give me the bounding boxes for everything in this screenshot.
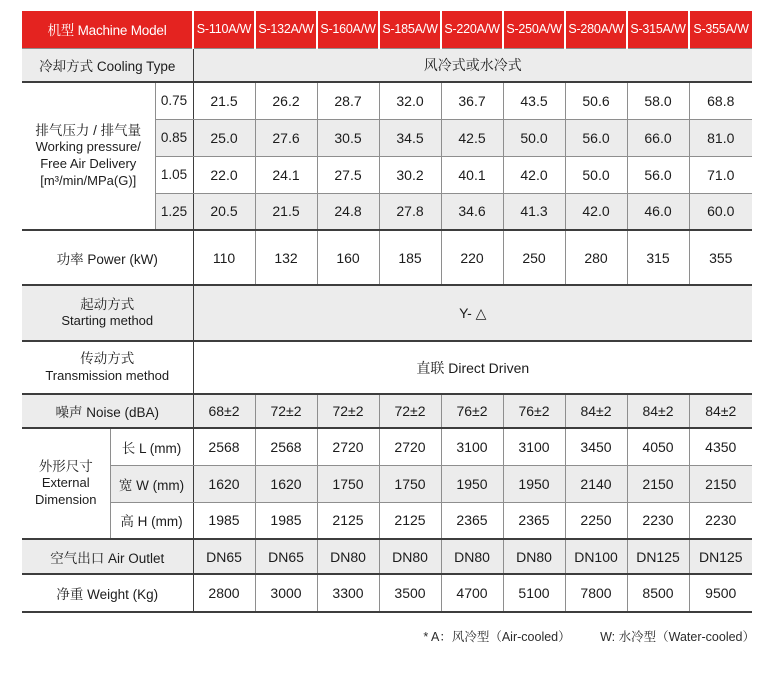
value-cell: 25.0 (193, 119, 255, 156)
transmission-method-label-zh: 传动方式 (80, 351, 135, 367)
value-cell: 9500 (689, 574, 752, 612)
weight-row (22, 574, 752, 612)
value-cell: 220 (441, 230, 503, 285)
value-cell: 36.7 (441, 82, 503, 119)
value-cell: 50.0 (565, 156, 627, 193)
value-cell: DN80 (441, 539, 503, 574)
footnote-air-cooled: * A：风冷型（Air-cooled） (423, 630, 571, 644)
header-model-cell: S-355A/W (689, 11, 752, 48)
power-row (22, 230, 752, 285)
value-cell: 5100 (503, 574, 565, 612)
value-cell: 1620 (255, 465, 317, 502)
pressure-row (22, 82, 752, 119)
header-model-cell: S-132A/W (255, 11, 317, 48)
value-cell: 2150 (627, 465, 689, 502)
value-cell: 50.6 (565, 82, 627, 119)
value-cell: 20.5 (193, 193, 255, 230)
value-cell: 3450 (565, 428, 627, 465)
pressure-label-en2: Free Air Delivery (40, 156, 137, 172)
value-cell: 28.7 (317, 82, 379, 119)
transmission-method-value: 直联 Direct Driven (193, 341, 752, 394)
value-cell: 46.0 (627, 193, 689, 230)
pressure-sub-label: 1.25 (155, 193, 193, 230)
pressure-label-zh: 排气压力 / 排气量 (35, 122, 142, 138)
value-cell: 1985 (255, 502, 317, 539)
value-cell: 60.0 (689, 193, 752, 230)
cooling-label: 冷却方式 Cooling Type (22, 48, 193, 82)
value-cell: DN65 (255, 539, 317, 574)
value-cell: 2125 (379, 502, 441, 539)
dimension-row (22, 465, 752, 502)
value-cell: 185 (379, 230, 441, 285)
value-cell: 2250 (565, 502, 627, 539)
value-cell: 84±2 (565, 394, 627, 428)
value-cell: 58.0 (627, 82, 689, 119)
value-cell: DN80 (503, 539, 565, 574)
value-cell: 21.5 (255, 193, 317, 230)
value-cell: 71.0 (689, 156, 752, 193)
value-cell: 40.1 (441, 156, 503, 193)
pressure-sub-label: 0.75 (155, 82, 193, 119)
value-cell: 4350 (689, 428, 752, 465)
dimension-sub-label: 长 L (mm) (110, 428, 193, 465)
value-cell: 72±2 (379, 394, 441, 428)
value-cell: 2125 (317, 502, 379, 539)
value-cell: 26.2 (255, 82, 317, 119)
value-cell: 1620 (193, 465, 255, 502)
header-model-cell: S-280A/W (565, 11, 627, 48)
value-cell: 110 (193, 230, 255, 285)
header-model-cell: S-185A/W (379, 11, 441, 48)
dimension-label-en2: Dimension (35, 492, 97, 508)
value-cell: 2568 (193, 428, 255, 465)
value-cell: 41.3 (503, 193, 565, 230)
value-cell: 32.0 (379, 82, 441, 119)
header-model-cell: S-250A/W (503, 11, 565, 48)
value-cell: 355 (689, 230, 752, 285)
dimension-row (22, 502, 752, 539)
value-cell: 2150 (689, 465, 752, 502)
value-cell: 24.1 (255, 156, 317, 193)
value-cell: 3100 (503, 428, 565, 465)
starting-method-row (22, 285, 752, 341)
value-cell: 42.0 (565, 193, 627, 230)
value-cell: DN100 (565, 539, 627, 574)
value-cell: 1750 (317, 465, 379, 502)
pressure-label-en1: Working pressure/ (35, 139, 141, 155)
value-cell: DN65 (193, 539, 255, 574)
value-cell: 2230 (689, 502, 752, 539)
pressure-label-unit: [m³/min/MPa(G)] (40, 173, 137, 189)
value-cell: 280 (565, 230, 627, 285)
footnote-water-cooled: W: 水冷型（Water-cooled） (600, 630, 755, 644)
value-cell: 3500 (379, 574, 441, 612)
value-cell: 42.5 (441, 119, 503, 156)
value-cell: 8500 (627, 574, 689, 612)
noise-row (22, 394, 752, 428)
value-cell: 34.6 (441, 193, 503, 230)
dimension-sub-label: 宽 W (mm) (110, 465, 193, 502)
value-cell: 27.8 (379, 193, 441, 230)
value-cell: 24.8 (317, 193, 379, 230)
value-cell: DN80 (317, 539, 379, 574)
air-outlet-label: 空气出口 Air Outlet (22, 539, 193, 574)
value-cell: 250 (503, 230, 565, 285)
transmission-method-label-en: Transmission method (45, 367, 170, 383)
transmission-method-label (22, 341, 193, 394)
starting-method-label-en: Starting method (61, 313, 154, 329)
value-cell: 43.5 (503, 82, 565, 119)
dimension-row (22, 428, 752, 465)
header-model-cell: S-160A/W (317, 11, 379, 48)
pressure-sub-label: 1.05 (155, 156, 193, 193)
header-machine-model-label: 机型 Machine Model (22, 11, 193, 48)
noise-label: 噪声 Noise (dBA) (22, 394, 193, 428)
value-cell: 84±2 (689, 394, 752, 428)
value-cell: 2230 (627, 502, 689, 539)
value-cell: 22.0 (193, 156, 255, 193)
value-cell: 27.5 (317, 156, 379, 193)
power-label: 功率 Power (kW) (22, 230, 193, 285)
value-cell: 2720 (379, 428, 441, 465)
header-model-cell: S-220A/W (441, 11, 503, 48)
value-cell: 2365 (503, 502, 565, 539)
value-cell: 76±2 (503, 394, 565, 428)
header-model-cell: S-110A/W (193, 11, 255, 48)
value-cell: 2800 (193, 574, 255, 612)
value-cell: 66.0 (627, 119, 689, 156)
value-cell: 56.0 (627, 156, 689, 193)
value-cell: 2568 (255, 428, 317, 465)
value-cell: 21.5 (193, 82, 255, 119)
cooling-row (22, 48, 752, 82)
value-cell: 72±2 (255, 394, 317, 428)
value-cell: 27.6 (255, 119, 317, 156)
value-cell: 30.2 (379, 156, 441, 193)
pressure-sub-label: 0.85 (155, 119, 193, 156)
value-cell: DN125 (627, 539, 689, 574)
value-cell: 2140 (565, 465, 627, 502)
value-cell: 4050 (627, 428, 689, 465)
value-cell: 3300 (317, 574, 379, 612)
value-cell: 30.5 (317, 119, 379, 156)
value-cell: 68±2 (193, 394, 255, 428)
value-cell: 1950 (441, 465, 503, 502)
dimension-sub-label: 高 H (mm) (110, 502, 193, 539)
dimension-label (22, 428, 110, 539)
value-cell: 76±2 (441, 394, 503, 428)
weight-label: 净重 Weight (Kg) (22, 574, 193, 612)
value-cell: DN80 (379, 539, 441, 574)
value-cell: 68.8 (689, 82, 752, 119)
value-cell: 81.0 (689, 119, 752, 156)
value-cell: 4700 (441, 574, 503, 612)
value-cell: 315 (627, 230, 689, 285)
value-cell: 84±2 (627, 394, 689, 428)
header-row (22, 11, 752, 48)
value-cell: 1750 (379, 465, 441, 502)
dimension-label-en1: External (41, 475, 90, 491)
value-cell: 1950 (503, 465, 565, 502)
value-cell: 3000 (255, 574, 317, 612)
starting-method-label-zh: 起动方式 (80, 296, 135, 312)
air-outlet-row (22, 539, 752, 574)
transmission-method-row (22, 341, 752, 394)
value-cell: 7800 (565, 574, 627, 612)
value-cell: 56.0 (565, 119, 627, 156)
starting-method-label (22, 285, 193, 341)
value-cell: 2365 (441, 502, 503, 539)
value-cell: 34.5 (379, 119, 441, 156)
starting-method-value: Y- △ (193, 285, 752, 341)
value-cell: 72±2 (317, 394, 379, 428)
header-model-cell: S-315A/W (627, 11, 689, 48)
value-cell: 3100 (441, 428, 503, 465)
spec-table (22, 11, 752, 613)
value-cell: 132 (255, 230, 317, 285)
pressure-label (22, 82, 155, 230)
value-cell: 160 (317, 230, 379, 285)
value-cell: 50.0 (503, 119, 565, 156)
footnote (22, 627, 755, 645)
value-cell: 1985 (193, 502, 255, 539)
cooling-value: 风冷式或水冷式 (193, 48, 752, 82)
dimension-label-zh: 外形尺寸 (38, 458, 93, 474)
value-cell: DN125 (689, 539, 752, 574)
value-cell: 2720 (317, 428, 379, 465)
value-cell: 42.0 (503, 156, 565, 193)
